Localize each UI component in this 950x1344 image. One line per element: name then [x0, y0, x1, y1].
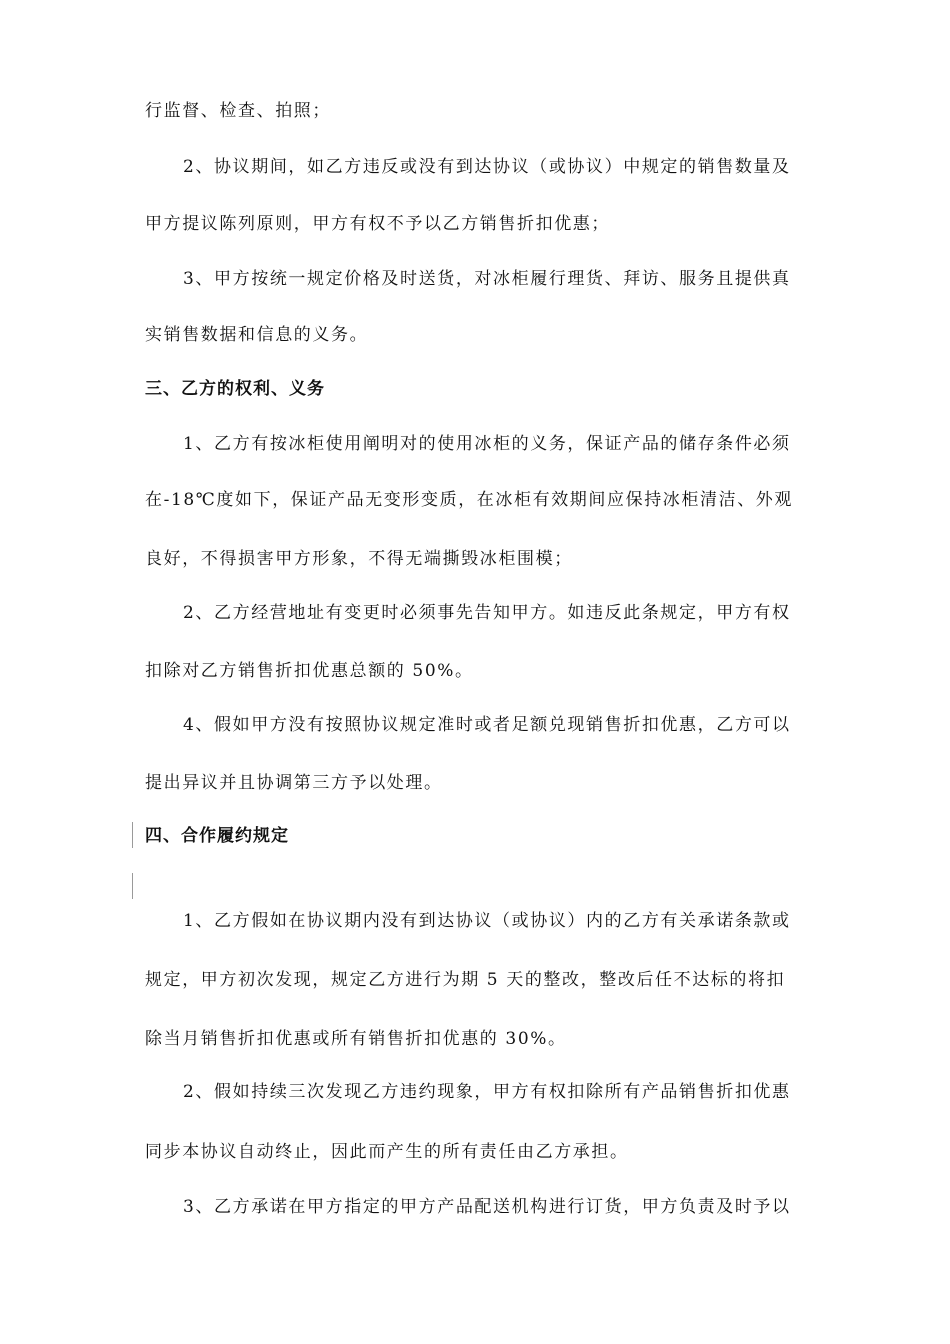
clause-3-line: 3、乙方承诺在甲方指定的甲方产品配送机构进行订货，甲方负责及时予以: [183, 1197, 791, 1217]
clause-4-line: 4、假如甲方没有按照协议规定准时或者足额兑现销售折扣优惠，乙方可以: [183, 715, 791, 735]
text-line: 扣除对乙方销售折扣优惠总额的 50%。: [145, 661, 474, 681]
clause-1-line: 1、乙方有按冰柜使用阐明对的使用冰柜的义务，保证产品的储存条件必须: [183, 434, 791, 454]
clause-2-line: 2、假如持续三次发现乙方违约现象，甲方有权扣除所有产品销售折扣优惠: [183, 1082, 791, 1102]
section-heading-cooperation-rules: 四、合作履约规定: [145, 826, 289, 846]
section-heading-party-b-rights: 三、乙方的权利、义务: [145, 379, 325, 399]
text-line: 甲方提议陈列原则，甲方有权不予以乙方销售折扣优惠；: [145, 214, 610, 234]
text-line: 良好，不得损害甲方形象，不得无端撕毁冰柜围模；: [145, 549, 573, 569]
text-line: 规定，甲方初次发现，规定乙方进行为期 5 天的整改，整改后任不达标的将扣: [145, 970, 786, 990]
text-line: 提出异议并且协调第三方予以处理。: [145, 773, 443, 793]
text-line: 实销售数据和信息的义务。: [145, 325, 369, 345]
clause-2-line: 2、乙方经营地址有变更时必须事先告知甲方。如违反此条规定，甲方有权: [183, 603, 791, 623]
clause-3-line: 3、甲方按统一规定价格及时送货，对冰柜履行理货、拜访、服务且提供真: [183, 269, 791, 289]
text-line: 同步本协议自动终止，因此而产生的所有责任由乙方承担。: [145, 1142, 629, 1162]
text-line: 除当月销售折扣优惠或所有销售折扣优惠的 30%。: [145, 1029, 567, 1049]
margin-marker: [132, 873, 133, 899]
text-line: 行监督、检查、拍照；: [145, 101, 331, 121]
clause-2-line: 2、协议期间，如乙方违反或没有到达协议（或协议）中规定的销售数量及: [183, 157, 791, 177]
margin-marker: [132, 822, 133, 848]
clause-1-line: 1、乙方假如在协议期内没有到达协议（或协议）内的乙方有关承诺条款或: [183, 911, 791, 931]
text-line: 在-18℃度如下，保证产品无变形变质，在冰柜有效期间应保持冰柜清洁、外观: [145, 490, 793, 510]
